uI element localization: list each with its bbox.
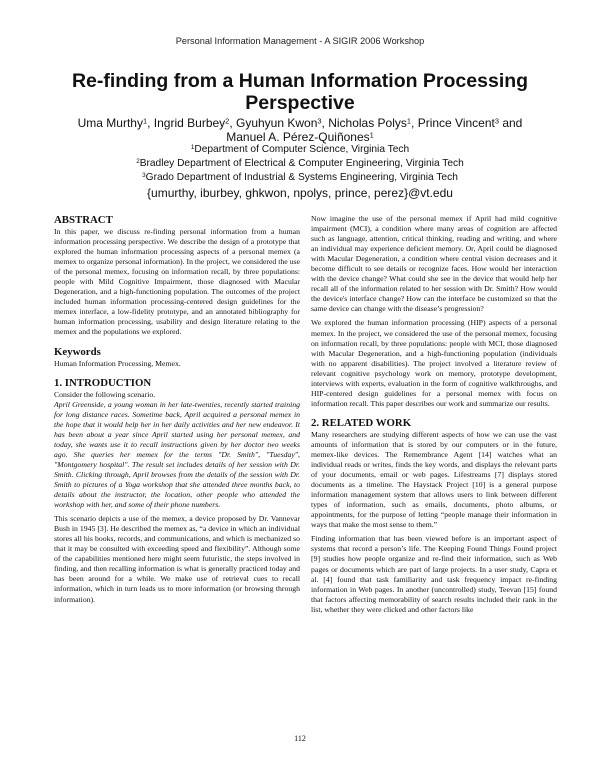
introduction-paragraph: Now imagine the use of the personal memex if April had mild cognitive impairment (MCI), a condition where many areas of cognition are affected such as language, attention, critical thinking, reading and writing, and where an individual may experience deficient memory. Or, April could be diagnosed with Macular Degeneration, a condition where central vision decreases and it become difficult to see details or recognize faces. How would her interaction with the device change? What could she see in the device that would help her recall all of the information related to her session with Dr. Smith? How would the device's interface change? How can the interface be customized so that the same device can change with the disease’s progression? xyxy=(311,214,557,314)
author-separator: and xyxy=(499,116,523,130)
running-head: Personal Information Management - A SIGIR 2006 Workshop xyxy=(175,36,425,46)
paper-title: Re-finding from a Human Information Processing Perspective xyxy=(71,70,529,114)
abstract-heading: ABSTRACT xyxy=(54,214,113,226)
introduction-scenario: April Greenside, a young woman in her late-twenties, recently started training for long distance races. Sometime back, April acquired a personal memex in the hope that it would help her in her daily activities and her new endeavor. It has been about a year since April started using her personal memex, and today, she wants use it to recall instructions given by her doctor two weeks ago. She queries her memex for the terms "Dr. Smith", "Tuesday", "Montgomery hospital". The result set includes details of her session with Dr. Smith. Clicking through, April browses from the details of the session with Dr. Smith to pictures of a Yoga workshop that she attended three months back, to details about the instructor, the location, other people who attended the workshop with her, and some of their phone numbers. xyxy=(54,399,300,510)
affiliation-line xyxy=(40,144,560,156)
affiliation-number: 2 xyxy=(136,157,140,165)
related-work-paragraph: Many researchers are studying different aspects of how we can use the vast amounts of information that is stored by our computers or in the future, memex-like devices. The Remembrance Agent [14] watches what an individual reads or writes, finds the key words, and displays the relevant parts of your documents, email or web pages. Lifestreams [7] displays stored documents as a timeline. The Haystack Project [10] is a general purpose information management system that allows users to link between different types of information, such as emails, documents, photo albums, or appointments, for the purpose of letting “people manage their information in ways that make the most sense to them.” xyxy=(311,429,557,530)
introduction-paragraph: We explored the human information processing (HIP) aspects of a personal memex. In the project, we considered the use of the personal memex, focusing on information recall, by three populations: people with MCI, those diagnosed with Macular Degeneration, and a high-functioning population (individuals with no apparent disabilities). The project involved a literature review of relevant cognitive psychology work on memory, prototype development, interviews with experts, evaluation in the form of cognitive walkthroughs, and HIP-centered design guidelines for a personal memex with focus on information recall. This paper describes our work and summarize our results. xyxy=(311,318,557,408)
affiliation-text: Bradley Department of Electrical & Computer Engineering, Virginia Tech xyxy=(139,158,464,169)
author-name: Manuel A. Pérez-Quiñones xyxy=(226,130,370,144)
related-work-heading: 2. RELATED WORK xyxy=(311,416,412,429)
keywords-text: Human Information Processing, Memex. xyxy=(54,358,181,368)
author-emails: {umurthy, iburbey, ghkwon, npolys, prince, perez}@vt.edu xyxy=(147,186,453,200)
affiliation-number: 3 xyxy=(142,171,146,179)
author-affiliation-mark: 3 xyxy=(317,116,322,126)
introduction-paragraph: This scenario depicts a use of the memex, a device proposed by Dr. Vannevar Bush in 1945 [3]. He described the memex as, “a device in which an individual stores all his books, records, and communications, and which is mechanized so that it may be consulted with exceeding speed and flexibility”. Although some of the capabilities mentioned here might seem futuristic, the steps involved in finding, and then recalling information is what is generally practiced today and has been around for a while. We make use of retrieval cues to recall information, which in turn leads us to more information (or browsing through information). xyxy=(54,514,300,604)
affiliation-text: Department of Computer Science, Virginia Tech xyxy=(194,144,410,155)
affiliation-number: 1 xyxy=(190,143,195,151)
page-number: 112 xyxy=(294,734,306,743)
author-affiliation-mark: 1 xyxy=(369,130,374,140)
author-affiliation-mark: 2 xyxy=(225,116,230,126)
affiliation-line xyxy=(40,158,560,170)
right-column xyxy=(311,214,557,615)
related-work-paragraph: Finding information that has been viewed before is an important aspect of systems that record a person’s life. The Keeping Found Things Found project [9] studies how people organize and re-find their information, such as Web pages or documents which are part of large projects. In a user study, Capra et al. [4] found that task familiarity and task frequency impact re-finding information in Web pages. In another (uncontrolled) study, Teevan [15] found that factors affecting memorability of search results included their rank in the list, whether they were clicked and other factors like xyxy=(311,534,557,614)
affiliation-line xyxy=(40,172,560,184)
abstract-text: In this paper, we discuss re-finding personal information from a human information processing perspective. We describe the design of a prototype that explored the human information processing aspects of a personal memex (a memex to organize personal information). In the project, we considered the use of the personal memex, focusing on information recall, by three populations: people with Mild Cognitive Impairment, those diagnosed with Macular Degeneration, and a high-functioning population. The outcomes of the project included human information processing-centered design guidelines for the memex interface, a low-fidelity prototype, and an annotated bibliography for human information processing, usability and design literature relating to the memex and the populations we explored. xyxy=(54,227,300,337)
keywords-heading: Keywords xyxy=(54,345,101,358)
author-separator: , xyxy=(147,116,154,130)
author-affiliation-mark: 3 xyxy=(494,116,499,126)
author-name: Prince Vincent xyxy=(417,116,495,130)
author-affiliation-mark: 1 xyxy=(406,116,412,126)
introduction-lead: Consider the following scenario. xyxy=(54,389,156,399)
author-separator: , xyxy=(411,116,418,130)
left-column xyxy=(54,214,300,605)
author-name: Ingrid Burbey xyxy=(153,116,226,130)
author-separator: , xyxy=(321,116,329,130)
author-name: Uma Murthy xyxy=(77,116,143,130)
author-name: Nicholas Polys xyxy=(328,116,407,130)
author-affiliation-mark: 1 xyxy=(142,116,148,126)
author-list xyxy=(40,116,560,144)
author-name: Gyuhyun Kwon xyxy=(235,116,318,130)
introduction-heading: 1. INTRODUCTION xyxy=(54,376,152,389)
affiliation-text: Grado Department of Industrial & Systems Engineering, Virginia Tech xyxy=(145,172,458,183)
author-separator: , xyxy=(229,116,236,130)
